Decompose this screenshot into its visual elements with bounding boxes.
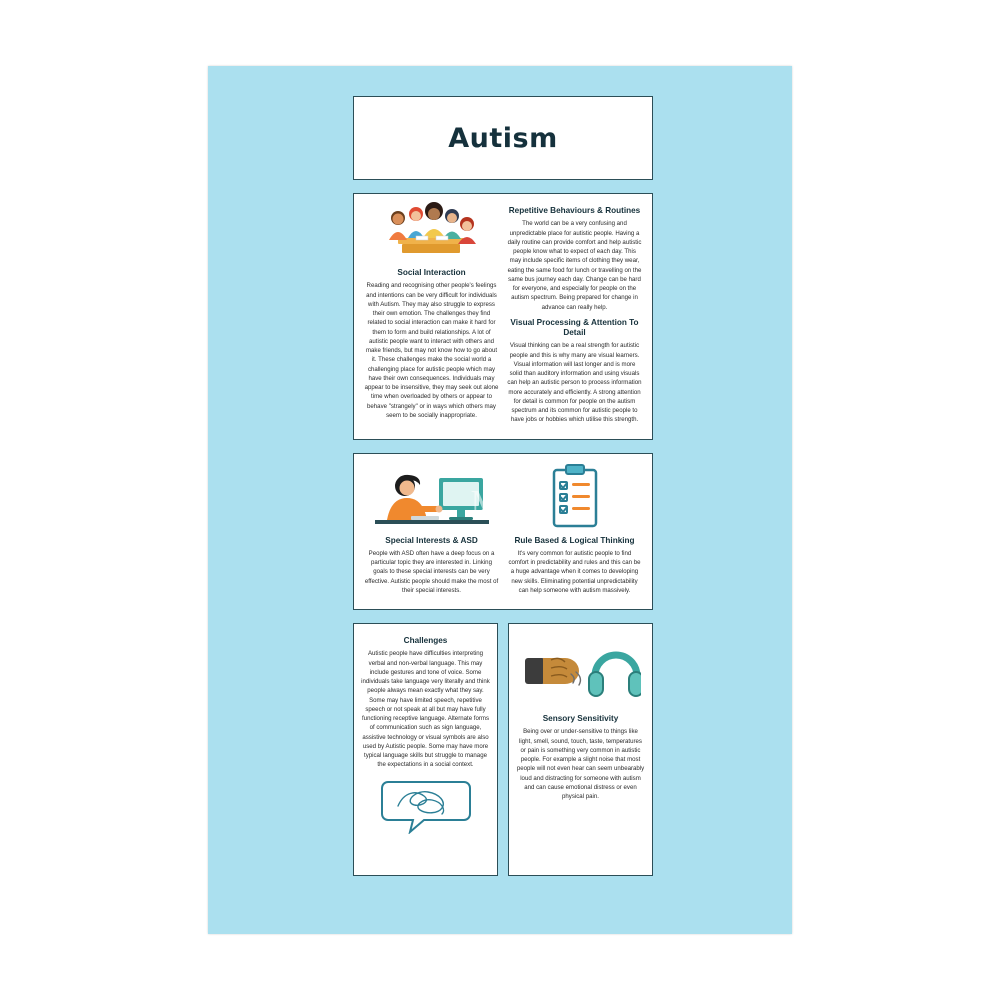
heading-challenges: Challenges xyxy=(403,636,448,645)
section-challenges-and-sensory xyxy=(353,623,653,876)
section-social-and-routines xyxy=(353,193,653,440)
section-interests-and-logic xyxy=(353,453,653,611)
person-at-computer-illustration xyxy=(364,462,499,532)
heading-repetitive-behaviours: Repetitive Behaviours & Routines xyxy=(508,206,641,215)
text-sensory-sensitivity: Being over or under-sensitive to things like light, smell, sound, touch, taste, temperatures or pain is something very common in autistic people. For example a slight noise that most people will not even hear can seem unbearably loud and distracting for someone with autism and can cause emotional distress or even physical pain. xyxy=(516,728,645,800)
tangled-speech-bubble-illustration xyxy=(361,776,490,834)
watermark: MU xyxy=(470,484,530,521)
heading-rule-based-thinking: Rule Based & Logical Thinking xyxy=(514,535,635,545)
heading-sensory-sensitivity: Sensory Sensitivity xyxy=(542,714,619,723)
text-visual-processing: Visual thinking can be a real strength for autistic people and this is why many are visual learners. Visual information will last longer and is more solid than auditory information and using visuals can help an autistic person to process information more accurately and efficiently. A strong attention for detail is common for people on the autism spectrum and its common for autistic people to have jobs or hobbies which utilise this strength. xyxy=(507,342,642,424)
text-special-interests: People with ASD often have a deep focus on a particular topic they are interested in. Linking goals to these special interests can be very effective. Autistic people should make the most of their special interests. xyxy=(364,549,499,594)
group-of-people-at-table-illustration xyxy=(364,202,499,264)
heading-social-interaction: Social Interaction xyxy=(397,268,466,277)
checklist-clipboard-illustration xyxy=(507,462,642,532)
hand-with-headphones-illustration xyxy=(516,632,645,710)
card-sensory-sensitivity xyxy=(508,623,653,876)
poster-title-card xyxy=(353,96,653,180)
heading-special-interests: Special Interests & ASD xyxy=(385,535,478,545)
text-social-interaction: Reading and recognising other people's feelings and intentions can be very difficult for individuals with Autism. They may also struggle to express their own emotion. The challenges they find related to social interaction can make it hard for them to form and build relationships. A lot of autistic people want to interact with others and make friends, but may not know how to go about it. These challenges make the social world a challenging place for autistic people which may have their own consequences. Individuals may appear to be insensitive, they may seek out alone time when overloaded by others or appear to behave "strangely" or in ways which others may seem to be socially inappropriate. xyxy=(364,282,499,419)
column-special-interests xyxy=(360,462,503,602)
text-rule-based-thinking: It's very common for autistic people to find comfort in predictability and rules and this can be a huge advantage when it comes to developing new skills. Eliminating potential unpredictability can help someone with autism massively. xyxy=(508,549,641,594)
text-repetitive-behaviours: The world can be a very confusing and unpredictable place for autistic people. Having a daily routine can provide comfort and help autistic people know what to expect of each day. This may include specific items of clothing they wear, eating the same food for lunch or travelling on the same bus journey each day. Change can be hard for everyone, and especially for people on the autism spectrum. Being prepared for change in advance can really help. xyxy=(507,220,642,311)
text-challenges: Autistic people have difficulties interpreting verbal and non-verbal language. This may include gestures and tone of voice. Some individuals take language very literally and think people always mean exactly what they say. Some may have limited speech, repetitive speech or not speak at all but may have fully functioning receptive language. Alternate forms of communication such as sign language, assistive technology or visual symbols are also used by Autistic people. Some may have more typical language skills but struggle to manage the expectations in a social context. xyxy=(361,650,490,769)
column-rule-based-thinking xyxy=(503,462,646,602)
column-routines-and-visual xyxy=(503,202,646,431)
heading-visual-processing: Visual Processing & Attention To Detail xyxy=(510,317,639,337)
card-challenges xyxy=(353,623,498,876)
poster-content xyxy=(353,96,653,876)
column-social-interaction xyxy=(360,202,503,431)
autism-poster xyxy=(208,66,792,934)
page-title: Autism xyxy=(448,122,558,154)
